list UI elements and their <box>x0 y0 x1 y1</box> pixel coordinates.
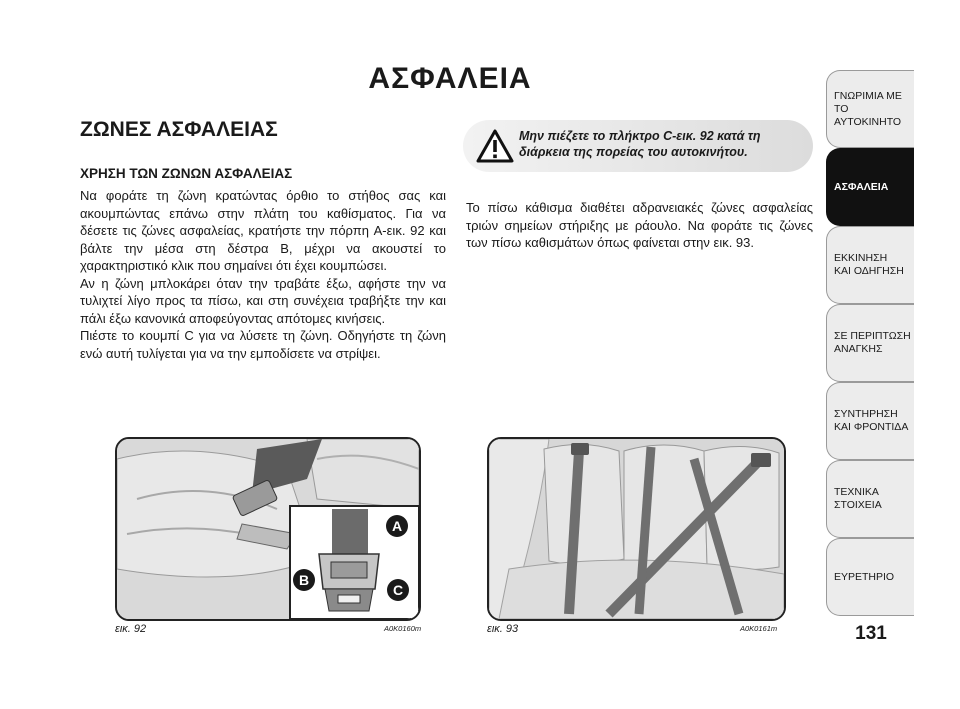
tab-technical-data[interactable] <box>826 460 914 538</box>
figure-92-caption: εικ. 92 <box>115 623 147 635</box>
chapter-tabs <box>826 70 916 616</box>
tab-label: ΓΝΩΡΙΜΙΑ ΜΕ ΤΟ <box>834 89 902 115</box>
tab-starting-driving[interactable] <box>826 226 914 304</box>
rear-seatbelts-illustration <box>489 439 784 619</box>
tab-maintenance[interactable] <box>826 382 914 460</box>
tab-label: ΣΥΝΤΗΡΗΣΗ <box>834 408 898 420</box>
body-text-right: Το πίσω κάθισμα διαθέτει αδρανειακές ζώνες ασφαλείας τριών σημείων στήριξης με ράουλο. Να φοράτε τις ζώνες των πίσω καθισμάτων όπως φαίνεται στην εικ. 93. <box>466 200 813 250</box>
figure-92-code: A0K0160m <box>384 624 422 633</box>
tab-getting-to-know-car[interactable] <box>826 70 914 148</box>
tab-emergency[interactable] <box>826 304 914 382</box>
tab-label: ΤΕΧΝΙΚΑ <box>834 486 879 498</box>
warning-box <box>463 120 813 172</box>
tab-label: ΕΥΡΕΤΗΡΙΟ <box>834 570 895 583</box>
seatbelt-buckle-illustration <box>117 439 419 619</box>
tab-label: ΕΚΚΙΝΗΣΗ <box>834 252 888 264</box>
label-b: B <box>298 572 310 588</box>
label-c: C <box>392 582 404 598</box>
tab-label: ΑΥΤΟΚΙΝΗΤΟ <box>834 115 902 128</box>
page-number: 131 <box>855 623 887 644</box>
section-title: ΖΩΝΕΣ ΑΣΦΑΛΕΙΑΣ <box>80 118 278 141</box>
subsection-title: ΧΡΗΣΗ ΤΩΝ ΖΩΝΩΝ ΑΣΦΑΛΕΙΑΣ <box>80 166 293 181</box>
body-text-left <box>80 187 446 362</box>
figure-93-rear-seatbelts <box>487 437 786 621</box>
tab-label: ΣΕ ΠΕΡΙΠΤΩΣΗ <box>834 330 911 342</box>
tab-safety[interactable] <box>826 148 914 226</box>
tab-label: ΣΤΟΙΧΕΙΑ <box>834 499 882 511</box>
tab-index[interactable] <box>826 538 914 616</box>
tab-label: ΚΑΙ ΦΡΟΝΤΙΔΑ <box>834 421 909 433</box>
paragraph: Να φοράτε τη ζώνη κρατώντας όρθιο το στήθος σας και ακουμπώντας επάνω στην πλάτη του καθίσματος. Για να δέσετε τις ζώνες ασφαλείας, κρατήστε την πόρπη A-εικ. 92 και βάλτε την μέσα στη δέστρα B, μέχρι να ακουστεί το χαρακτηριστικό κλικ που σημαίνει ότι έχει κουμπώσει. <box>80 188 446 273</box>
paragraph: Πιέστε το κουμπί C για να λύσετε τη ζώνη. Οδηγήστε τη ζώνη ενώ αυτή τυλίγεται για να την εμποδίσετε να στρίψει. <box>80 328 446 361</box>
page-title: ΑΣΦΑΛΕΙΑ <box>368 62 532 95</box>
tab-label: ΑΝΑΓΚΗΣ <box>834 343 883 355</box>
tab-label: ΑΣΦΑΛΕΙΑ <box>834 180 889 193</box>
label-a: A <box>391 518 403 534</box>
tab-label: ΚΑΙ ΟΔΗΓΗΣΗ <box>834 265 904 277</box>
warning-triangle-icon <box>475 128 515 164</box>
figure-93-code: A0K0161m <box>740 624 778 633</box>
paragraph: Αν η ζώνη μπλοκάρει όταν την τραβάτε έξω, αφήστε την να τυλιχτεί λίγο προς τα πίσω, και στη συνέχεια τραβήξτε την και πάλι έξω κανονικά αποφεύγοντας απότομες κινήσεις. <box>80 275 446 326</box>
figure-93-caption: εικ. 93 <box>487 623 519 635</box>
warning-text: Μην πιέζετε το πλήκτρο C-εικ. 92 κατά τη διάρκεια της πορείας του αυτοκινήτου. <box>519 129 761 159</box>
figure-92-seatbelt-buckle <box>115 437 421 621</box>
